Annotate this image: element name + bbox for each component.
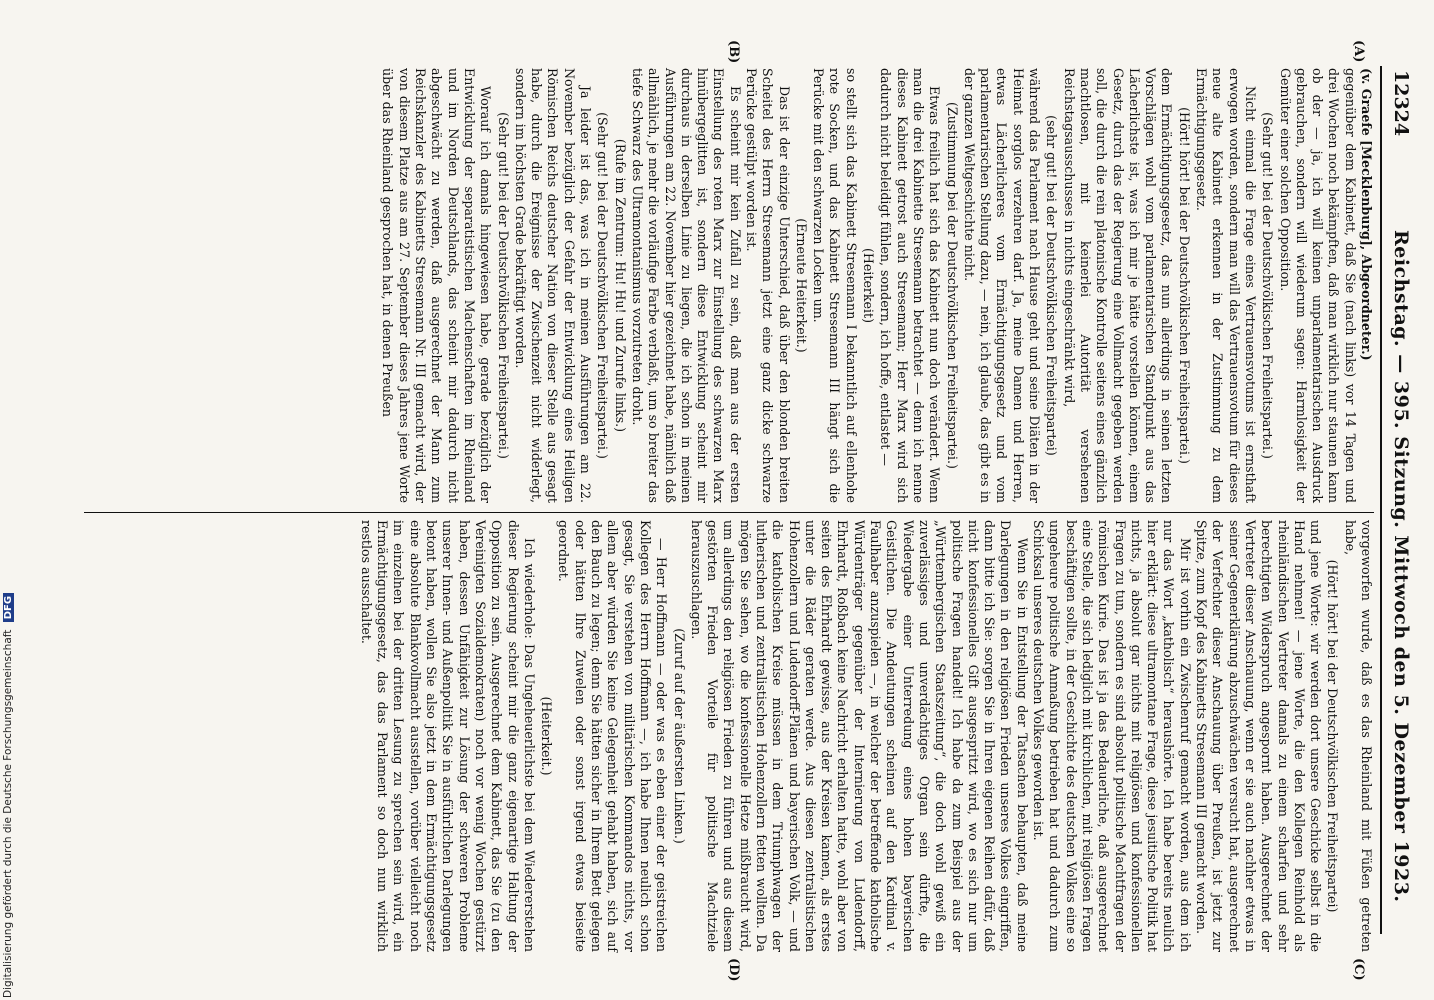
paragraph: dem Ermächtigungsgesetz, das nun allerdings in seinen letzten Vorschlägen wohl vom parlamentarischen Standpunkt aus das Lächerlichste ist, was ich mir je hätte vorstellen können, einem Gesetz, durch das der Regierung eine Vollmacht gegeben werden soll, die durch die rein platonische Kontrolle seitens eines gänzlich machtlosen, mit keinerlei Autorität versehenen Reichstagsausschusses in nichts eingeschränkt wird,	[1061, 68, 1175, 503]
paragraph: Worauf ich damals hingewiesen habe, gerade bezüglich der Entwicklung der separatistischen Machenschaften im Rheinland und im Norden Deutschlands, das scheint mir dadurch nicht abgeschwächt zu werden, daß ausgerechnet der Mann zum Reichskanzler des Kabinetts Stresemann Nr. III gemacht wird, der von diesem Platze aus am 27. September dieses Jahres jene Worte über das Rheinland gesprochen hat, in denen Preußen	[380, 68, 494, 503]
paragraph: Das ist der einzige Unterschied, daß über den blonden breiten Scheitel des Herrn Stresemann jetzt eine ganz dicke schwarze Perücke gestülpt worden ist.	[744, 68, 792, 503]
paragraph: und jene Worte: wir werden dort unsere Geschicke selbst in die Hand nehmen! — jene Worte, die den Kollegen Reinhold als rheinländischen Vertreter damals zu einem scharfen und sehr berechtigten Widerspruch angespornt haben. Ausgerechnet der Vertreter dieser Anschauung, wenn er sie auch nachher etwas in seiner Gegenerklärung abzuschwächen versucht hat, ausgerechnet der Verfechter dieser Anschauung über Preußen, ist jetzt zur Spitze, zum Kopf des Kabinetts Stresemann III gemacht worden.	[1194, 520, 1324, 952]
running-title: Reichstag. — 395. Sitzung. Mittwoch den 5. Dezember 1923.	[1390, 230, 1412, 903]
paragraph: Nicht einmal die Frage eines Vertrauensvotums ist ernsthaft erwogen worden, sondern man will das Vertrauensvotum für dieses neue alte Kabinett erkennen in der Zustimmung zu dem Ermächtigungsgesetz.	[1194, 68, 1258, 503]
interjection: (Heiterkeit.)	[539, 696, 555, 776]
interjection: (Sehr gut! bei der Deutschvölkischen Freiheitspartei.)	[595, 112, 611, 459]
header-rule	[1380, 66, 1382, 934]
paragraph: Ich wiederhole: Das Ungeheuerlichste bei dem Wiedererstehen dieser Regierung scheint mir die ganz eigenartige Haltung der Opposition zu sein. Ausgerechnet dem Kabinett, das Sie (zu den Vereinigten Sozialdemokraten) noch vor wenig Wochen gestürzt haben, dessen Unfähigkeit zur Lösung der schweren Probleme unserer Innen- und Außenpolitik Sie in ausführlichen Darlegungen betont haben, wollen Sie also jetzt in dem Ermächtigungsgesetz eine absolute Blankovollmacht ausstellen, vorüber vielleicht noch im einzelnen bei der dritten Lesung zu sprechen sein wird, ein Ermächtigungsgesetz, das das Parlament so doch nun wirklich restlos ausschaltet.	[358, 520, 537, 952]
credit-text: Digitalisierung gefördert durch die Deutsche Forschungsgemeinschaft	[2, 629, 14, 998]
digitization-credit	[2, 0, 16, 998]
interjection: (Hört! hört! bei der Deutschvölkischen Freiheitspartei)	[1325, 559, 1341, 913]
interjection: (Erneute Heiterkeit.)	[793, 218, 809, 353]
margin-marker-d: (D)	[726, 958, 741, 982]
interjection: (Hört! hört! bei der Deutschvölkischen Freiheitspartei.)	[1176, 107, 1192, 464]
right-column	[54, 520, 1374, 952]
speaker-line: (v. Graefe [Mecklenburg], Abgeordneter.)	[1359, 68, 1374, 361]
interjection: (Rufe im Zentrum: Hu! Hu! und Zurufe links.)	[612, 138, 628, 433]
left-column	[54, 68, 1374, 503]
interjection: (Sehr gut! bei der Deutschvölkischen Freiheitspartei.)	[1260, 112, 1276, 459]
interjection: (Heiterkeit)	[861, 248, 877, 323]
paragraph: vorgeworfen wurde, daß es das Rheinland mit Füßen getreten habe,	[1342, 520, 1374, 952]
paragraph: Mir ist vorhin ein Zwischenruf gemacht worden, aus dem ich nur das Wort „katholisch“ heraushörte. Ich habe bereits neulich hier erklärt: diese ultramontane Frage, diese jesuitische Politik hat nichts, ja absolut gar nichts mit religiösen und konfessionellen Fragen zu tun, sondern es sind absolut politische Machtfragen der römischen Kurie. Das ist ja das Bedauerliche, daß ausgerechnet eine Stelle, die sich lediglich mit kirchlichen, mit religiösen Fragen beschäftigen sollte, in der Geschichte des deutschen Volkes eine so ungeheure politische Anmaßung betrieben hat und dadurch zum Schicksal unseres deutschen Volkes geworden ist.	[1031, 520, 1193, 952]
margin-marker-b: (B)	[726, 40, 741, 64]
paragraph: Ja leider ist das, was ich in meinen Ausführungen am 22. November bezüglich der Gefahr der Entwicklung eines Heiligen Römischen Reichs deutscher Nation von dieser Stelle aus gesagt habe, durch die Ereignisse der Zwischenzeit nicht widerlegt, sondern im höchsten Grade bekräftigt worden.	[512, 68, 594, 503]
margin-marker-a: (A)	[1351, 40, 1366, 63]
dfg-logo: DFG	[3, 593, 14, 622]
paragraph: so stellt sich das Kabinett Stresemann I bekanntlich auf ellenhohe rote Socken, und das Kabinett Stresemann III hängt sich die Perücke mit den schwarzen Locken um.	[811, 68, 859, 503]
paragraph: während das Parlament nach Hause geht und seine Diäten in der Heimat sorglos verzehren darf. Ja, meine Damen und Herren, etwas Lächerlicheres vom Ermächtigungsgesetz und vom parlamentarischen Stellung dazu, — nein, ich glaube, das gibt es in der ganzen Weltgeschichte nicht.	[961, 68, 1043, 503]
paragraph: Es scheint mir kein Zufall zu sein, daß man aus der ersten Einstellung des roten Marx zur Einstellung des schwarzen Marx hinübergeglitten ist, sondern diese Entwicklung scheint mir durchaus in derselben Linie zu liegen, die ich schon in meinen Ausführungen am 22. November hier gezeichnet habe, nämlich daß allmählich, je mehr die vorläufige Farbe verblaßt, um so breiter das tiefe Schwarz des Ultramontanismus vorzutreten droht.	[629, 68, 743, 503]
column-divider	[84, 512, 1374, 513]
page-number: 12324	[1390, 70, 1412, 137]
interjection: (sehr gut! bei der Deutschvölkischen Freiheitspartei)	[1044, 115, 1060, 456]
interjection: (Zustimmung bei der Deutschvölkischen Freiheitspartei.)	[944, 102, 960, 469]
interjection: (Zuruf auf der äußersten Linken.)	[671, 628, 687, 844]
page-header	[1386, 70, 1416, 930]
interjection: (Sehr gut! bei der Deutschvölkischen Freiheitspartei.)	[495, 112, 511, 459]
paragraph: — Herr Hoffmann — oder was es eben einer der geistreichen Kollegen des Herrn Hoffmann —, ich habe Ihnen neulich schon gesagt, Sie verstehen von militärischen Kommandos nichts, vor allem aber würden Sie keine Gelegenheit gehabt haben, sich auf den Bauch zu legen; denn Sie hätten sicher in Ihrem Bett gelegen oder hätten Ihre Zuwelen oder sonst irgend etwas beiseite geordnet.	[556, 520, 670, 952]
paragraph: gegenüber dem Kabinett, daß Sie (nach links) vor 14 Tagen und drei Wochen noch bekämpften, daß man wirklich nur staunen kann ob der — ja, ich will keinen unparlamentarischen Ausdruck gebrauchen, sondern will wiederum sagen: Harmlosigkeit der Gemüter einer solchen Opposition.	[1277, 68, 1358, 503]
margin-marker-c: (C)	[1351, 958, 1366, 981]
paragraph: Wenn Sie in Entstellung der Tatsachen behaupten, daß meine Darlegungen in den religiösen Frieden unseres Volkes eingriffen, dann bitte ich Sie: sorgen Sie in Ihren eigenen Reihen dafür, daß nicht konfessionelles Gift ausgespritzt wird, wo es sich nur um politische Fragen handelt! Ich habe da zum Beispiel aus der „Württembergischen Staatszeitung“, die doch wohl gewiß ein zuverlässiges und unverdächtiges Organ sein dürfte, die Wiedergabe einer Unterredung eines hohen bayerischen Geistlichen. Die Andeutungen scheinen auf den Kardinal v. Faulhaber anzuspielen —, in welcher der betreffende katholische Würdenträger gegenüber der Internierung von Ludendorff, Ehrhardt, Roßbach keine Nachricht erhalten hatte, wohl aber von seiten des Ehrhardt gewisse, aus der Kreisen kamen, als erstes unter die Räder geraten werde. Aus diesen zentralistischen Hohenzollern und Ludendorff-Plänen und bayerischen Volk, — und die katholischen Kreise müssen in dem Triumphwagen der lutherischen und zentralistischen Hohenzollern fetten wollten. Da mögen Sie sehen, wo die konfessionelle Hetze mißbraucht wird, um allerdings den religiösen Frieden zu führen und aus diesem gestörten Frieden Vorteile für politische Machtziele herauszuschlagen.	[688, 520, 1030, 952]
paragraph: Etwas freilich hat sich das Kabinett nun doch verändert. Wenn man die drei Kabinette Stresemann betrachtet — denn ich nenne dieses Kabinett getrost auch Stresemann; Herr Marx wird sich dadurch nicht beleidigt fühlen, sondern, ich hoffe, entlastet —	[878, 68, 943, 503]
